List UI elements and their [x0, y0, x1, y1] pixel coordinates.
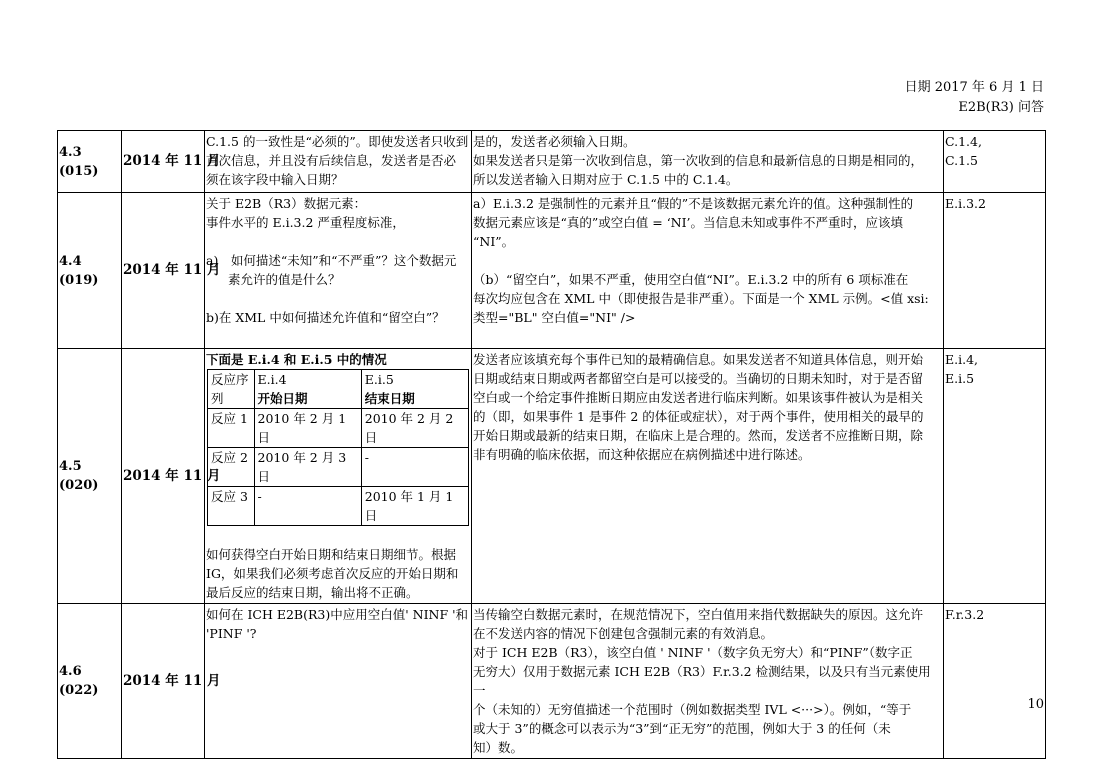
date-cell: 2014 年 11 月 — [122, 193, 205, 349]
reference-line: C.1.4, — [945, 134, 982, 149]
answer-line: 每次均应包含在 XML 中（即使报告是非严重）。下面是一个 XML 示例。<值 xsi: — [473, 291, 929, 306]
spacer — [206, 526, 470, 545]
inner-cell: 2010 年 2 月 2 日 — [361, 409, 468, 448]
question-line-a: 素允许的值是什么？ — [228, 272, 341, 287]
inner-header-text: 反应序 — [211, 372, 249, 387]
reference-cell — [944, 604, 1046, 759]
answer-cell — [472, 131, 944, 193]
question-number-cell — [58, 131, 122, 193]
inner-header-text: 列 — [211, 391, 224, 406]
inner-cell: 2010 年 2 月 3 日 — [254, 448, 361, 487]
answer-line: 在不发送内容的情况下创建包含强制元素的有效消息。 — [473, 626, 774, 641]
answer-line: 数据元素应该是“真的”或空白值 = ‘NI’。当信息未知或事件不严重时，应该填 — [473, 215, 904, 230]
answer-line: 如果发送者只是第一次收到信息，第一次收到的信息和最新信息的日期是相同的， — [473, 153, 924, 168]
inner-cell: 反应 3 — [208, 487, 255, 526]
answer-line: “NI”。 — [473, 234, 515, 249]
answer-cell — [472, 193, 944, 349]
table-row — [58, 349, 1046, 604]
table-row — [58, 193, 1046, 349]
answer-line: a）E.i.3.2 是强制性的元素并且“假的”不是该数据元素允许的值。这种强制性的 — [473, 196, 914, 211]
answer-line: 所以发送者输入日期对应于 C.1.5 中的 C.1.4。 — [473, 172, 739, 187]
question-number: 4.4 — [59, 253, 82, 269]
inner-cell: - — [361, 448, 468, 487]
question-cell — [205, 131, 472, 193]
page-header — [905, 78, 1044, 118]
reference-cell — [944, 193, 1046, 349]
reference-line: F.r.3.2 — [945, 607, 985, 622]
question-line: 首次信息，并且没有后续信息，发送者是否必 — [206, 153, 457, 168]
table-row — [58, 604, 1046, 759]
question-line: IG，如果我们必须考虑首次反应的开始日期和 — [206, 566, 459, 581]
question-id: (022) — [59, 683, 99, 698]
answer-line: 类型="BL" 空白值="NI" /> — [473, 310, 636, 325]
inner-table-header-row — [208, 370, 469, 409]
answer-line: 是的，发送者必须输入日期。 — [473, 134, 636, 149]
question-id: (020) — [59, 478, 99, 493]
question-line: 'PINF '? — [206, 626, 257, 641]
date-cell: 2014 年 11 月 — [122, 604, 205, 759]
header-doc-title: E2B(R3) 问答 — [958, 100, 1044, 115]
dates-example-table — [207, 369, 469, 526]
qa-table — [57, 130, 1046, 759]
question-number: 4.5 — [59, 459, 82, 474]
inner-cell: - — [254, 487, 361, 526]
reference-line: E.i.4, — [945, 352, 978, 367]
question-number: 4.6 — [59, 664, 82, 679]
date-cell: 2014 年 11 月 — [122, 131, 205, 193]
answer-line: 个（未知的）无穷值描述一个范围时（例如数据类型 IVL <···>）。例如，“等于 — [473, 702, 912, 717]
spacer — [206, 289, 470, 308]
inner-table-row — [208, 487, 469, 526]
inner-table-row — [208, 409, 469, 448]
question-line: 须在该字段中输入日期？ — [206, 172, 344, 187]
date-cell: 2014 年 11 月 — [122, 349, 205, 604]
inner-header-text: 开始日期 — [257, 391, 308, 406]
question-number: 4.3 — [59, 144, 82, 160]
question-id: (019) — [59, 272, 99, 288]
answer-line: 或大于 3”的概念可以表示为“3”到“正无穷”的范围，例如大于 3 的任何（未 — [473, 721, 891, 736]
answer-line: 非有明确的临床依据，而这种依据应在病例描述中进行陈述。 — [473, 447, 811, 462]
page-number: 10 — [1027, 697, 1044, 712]
table-row — [58, 131, 1046, 193]
question-number-cell — [58, 604, 122, 759]
inner-header-cell — [208, 370, 255, 409]
inner-table-row — [208, 448, 469, 487]
question-line: 关于 E2B（R3）数据元素： — [206, 196, 367, 211]
answer-line: 当传输空白数据元素时，在规范情况下，空白值用来指代数据缺失的原因。这允许 — [473, 607, 924, 622]
question-line: 最后反应的结束日期，输出将不正确。 — [206, 585, 419, 600]
answer-line: 无穷大）仅用于数据元素 ICH E2B（R3）F.r.3.2 检测结果，以及只有当元素使用一 — [473, 664, 931, 698]
question-number-cell — [58, 193, 122, 349]
reference-cell — [944, 349, 1046, 604]
inner-header-cell — [254, 370, 361, 409]
question-number-cell — [58, 349, 122, 604]
question-line: C.1.5 的一致性是“必须的”。即使发送者只收到 — [206, 134, 469, 149]
question-line: 事件水平的 E.i.3.2 严重程度标准， — [206, 215, 405, 230]
answer-line: 的（即，如果事件 1 是事件 2 的体征或症状），对于两个事件，使用相关的最早的 — [473, 409, 924, 424]
reference-line: E.i.5 — [945, 371, 975, 386]
question-line: 如何获得空白开始日期和结束日期细节。根据 — [206, 547, 457, 562]
question-line: 如何在 ICH E2B(R3)中应用空白值' NINF '和 — [206, 607, 469, 622]
inner-cell: 反应 1 — [208, 409, 255, 448]
question-id: (015) — [59, 163, 99, 179]
reference-line: E.i.3.2 — [945, 196, 986, 211]
answer-line: 空白或一个给定事件推断日期应由发送者进行临床判断。如果该事件被认为是相关 — [473, 390, 924, 405]
header-date: 日期 2017 年 6 月 1 日 — [904, 80, 1044, 95]
answer-cell — [472, 349, 944, 604]
answer-line: （b）“留空白”，如果不严重，使用空白值“NI”。E.i.3.2 中的所有 6 项标准在 — [473, 272, 909, 287]
answer-line: 知）数。 — [473, 740, 524, 755]
question-line-b: b)在 XML 中如何描述允许值和“留空白”？ — [206, 310, 445, 325]
reference-cell — [944, 131, 1046, 193]
reference-line: C.1.5 — [945, 153, 978, 168]
inner-header-text: 结束日期 — [364, 391, 415, 406]
spacer — [206, 232, 470, 251]
question-cell — [205, 349, 472, 604]
inner-header-text: E.i.4 — [257, 372, 287, 387]
answer-cell — [472, 604, 944, 759]
spacer — [473, 251, 942, 270]
answer-line: 发送者应该填充每个事件已知的最精确信息。如果发送者不知道具体信息，则开始 — [473, 352, 924, 367]
question-cell — [205, 193, 472, 349]
answer-line: 日期或结束日期或两者都留空白是可以接受的。当确切的日期未知时，对于是否留 — [473, 371, 924, 386]
inner-header-text: E.i.5 — [364, 372, 394, 387]
inner-header-cell — [361, 370, 468, 409]
answer-line: 开始日期或最新的结束日期，在临床上是合理的。然而，发送者不应推断日期，除 — [473, 428, 924, 443]
question-line-a: a) 如何描述“未知”和“不严重”？这个数据元 — [206, 253, 457, 268]
inner-cell: 2010 年 2 月 1 日 — [254, 409, 361, 448]
question-cell — [205, 604, 472, 759]
question-subtitle: 下面是 E.i.4 和 E.i.5 中的情况 — [206, 352, 387, 367]
inner-cell: 2010 年 1 月 1 日 — [361, 487, 468, 526]
inner-cell: 反应 2 — [208, 448, 255, 487]
answer-line: 对于 ICH E2B（R3），该空白值 ' NINF '（数字负无穷大）和“PINF”（数字正 — [473, 645, 913, 660]
